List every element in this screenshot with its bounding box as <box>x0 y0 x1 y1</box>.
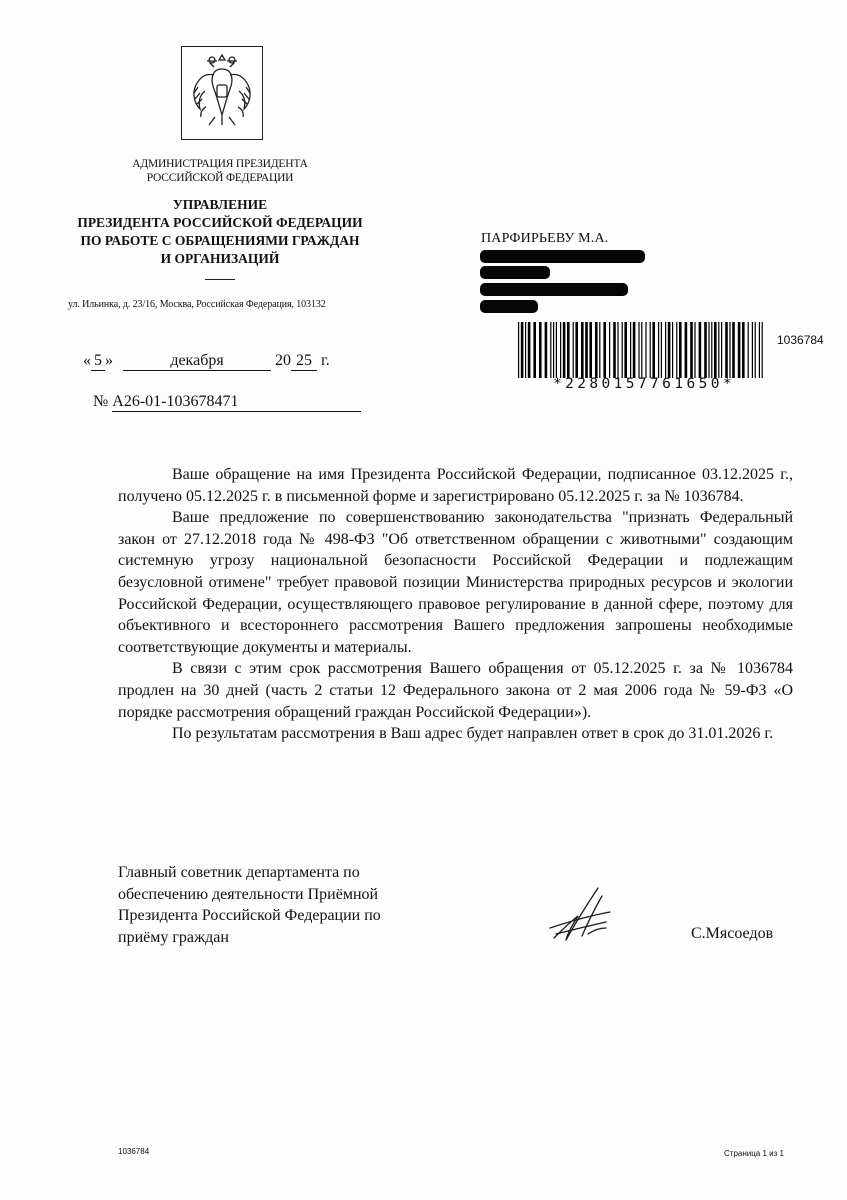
barcode-bar <box>725 322 728 378</box>
barcode-bar <box>553 322 554 378</box>
redacted-address-line <box>480 250 645 263</box>
barcode-bar <box>711 322 712 378</box>
barcode-bar <box>533 322 536 378</box>
barcode-number: *2280157761650* <box>553 376 735 392</box>
barcode-bar <box>609 322 610 378</box>
date-year-suffix: 25 <box>291 352 317 371</box>
date-day: 5 <box>91 352 105 371</box>
barcode-side-number: 1036784 <box>777 333 824 347</box>
barcode-bar <box>665 322 666 378</box>
barcode-bar <box>652 322 655 378</box>
barcode-bar <box>624 322 627 378</box>
barcode-bar <box>742 322 745 378</box>
redacted-address-line <box>480 300 538 313</box>
coat-of-arms-emblem-icon <box>181 46 263 140</box>
barcode-bar <box>704 322 707 378</box>
signer-position: Главный советник департамента по обеспечению деятельности Приёмной Президента Российской Федерации по приёму граждан <box>118 864 381 946</box>
barcode-bar <box>672 322 673 378</box>
body-paragraph: Ваше предложение по совершенствованию законодательства "признать Федеральный закон от 27.12.2018 года № 498-ФЗ "Об ответственном обращении с животными" создающим системную угрозу национальной безопасности Российской Федерации и подлежащим безусловной отимене" требует правовой позиции Министерства природных ресурсов и экологии Российской Федерации, осуществляющего правовое регулирование в данной сфере, поэтому для объективного и всестороннего рассмотрения Вашего предложения запрошены необходимые соответствующие документы и материалы. <box>118 509 793 656</box>
barcode-bar <box>721 322 722 378</box>
barcode-bar <box>575 322 578 378</box>
barcode-bar <box>560 322 561 378</box>
barcode-bar <box>567 322 570 378</box>
barcode-bar <box>603 322 606 378</box>
letter-date: « 5 » декабря 20 25 г. <box>83 352 330 369</box>
barcode-bar <box>585 322 588 378</box>
barcode-bar <box>708 322 709 378</box>
barcode-bar <box>613 322 616 378</box>
barcode-bar <box>661 322 662 378</box>
body-paragraph: По результатам рассмотрения в Ваш адрес будет направлен ответ в срок до 31.01.2026 г. <box>172 725 774 743</box>
redacted-address-line <box>480 283 628 296</box>
signer-name: С.Мясоедов <box>691 925 774 942</box>
body-paragraph: В связи с этим срок рассмотрения Вашего обращения от 05.12.2025 г. за № 1036784 продлен на 30 дней (часть 2 статьи 12 Федерального закона от 2 мая 2006 года № 59-ФЗ «О порядке рассмотрения обращений граждан Российской Федерации»). <box>118 660 793 721</box>
barcode-bar <box>539 322 542 378</box>
barcode-bar <box>638 322 639 378</box>
barcode-bar <box>550 322 551 378</box>
barcode-bar <box>679 322 682 378</box>
barcode-bar <box>694 322 695 378</box>
barcode-bar <box>525 322 526 378</box>
barcode-bar <box>528 322 531 378</box>
barcode-bar <box>645 322 646 378</box>
barcode-bar <box>732 322 735 378</box>
barcode <box>518 322 768 378</box>
barcode-bar <box>658 322 659 378</box>
barcode-bar <box>556 322 557 378</box>
footer-document-id: 1036784 <box>118 1147 150 1156</box>
header-divider <box>205 279 235 280</box>
barcode-bar <box>563 322 566 378</box>
barcode-bar <box>676 322 677 378</box>
barcode-bar <box>752 322 753 378</box>
barcode-bar <box>714 322 717 378</box>
body-paragraph: Ваше обращение на имя Президента Российской Федерации, подписанное 03.12.2025 г., получено 05.12.2025 г. в письменной форме и зарегистрировано 05.12.2025 г. за № 1036784. <box>118 466 793 505</box>
date-month: декабря <box>123 352 271 371</box>
barcode-bar <box>641 322 642 378</box>
recipient-name: ПАРФИРЬЕВУ М.А. <box>481 231 609 246</box>
barcode-bar <box>622 322 623 378</box>
barcode-bar <box>589 322 592 378</box>
barcode-bar <box>718 322 719 378</box>
barcode-bar <box>630 322 631 378</box>
handwritten-signature-icon <box>548 882 616 944</box>
letter-body <box>118 464 793 745</box>
barcode-bar <box>748 322 749 378</box>
redacted-address-line <box>480 266 550 279</box>
barcode-bar <box>762 322 763 378</box>
barcode-bar <box>729 322 730 378</box>
date-year-prefix: 20 <box>275 352 291 369</box>
barcode-bar <box>738 322 741 378</box>
barcode-bar <box>690 322 693 378</box>
barcode-bar <box>617 322 618 378</box>
registration-number: № А26-01-103678471 <box>93 393 361 412</box>
barcode-bar <box>573 322 574 378</box>
footer-page-number: Страница 1 из 1 <box>724 1149 784 1158</box>
organization-name-small: АДМИНИСТРАЦИЯ ПРЕЗИДЕНТА РОССИЙСКОЙ ФЕДЕРАЦИИ <box>132 158 308 184</box>
barcode-bar <box>595 322 598 378</box>
barcode-bar <box>650 322 651 378</box>
barcode-bar <box>545 322 548 378</box>
barcode-bar <box>668 322 671 378</box>
barcode-bar <box>759 322 760 378</box>
barcode-bar <box>699 322 702 378</box>
registration-number-value: А26-01-103678471 <box>112 393 361 412</box>
barcode-bar <box>581 322 584 378</box>
barcode-bar <box>599 322 600 378</box>
barcode-bar <box>755 322 756 378</box>
barcode-bar <box>518 322 519 378</box>
organization-address: ул. Ильинка, д. 23/16, Москва, Российская Федерация, 103132 <box>68 299 326 310</box>
barcode-bar <box>521 322 524 378</box>
barcode-bar <box>633 322 636 378</box>
barcode-bar <box>685 322 688 378</box>
organization-name-department: УПРАВЛЕНИЕ ПРЕЗИДЕНТА РОССИЙСКОЙ ФЕДЕРАЦИИ ПО РАБОТЕ С ОБРАЩЕНИЯМИ ГРАЖДАН И ОРГАНИЗАЦИЙ <box>77 197 363 266</box>
